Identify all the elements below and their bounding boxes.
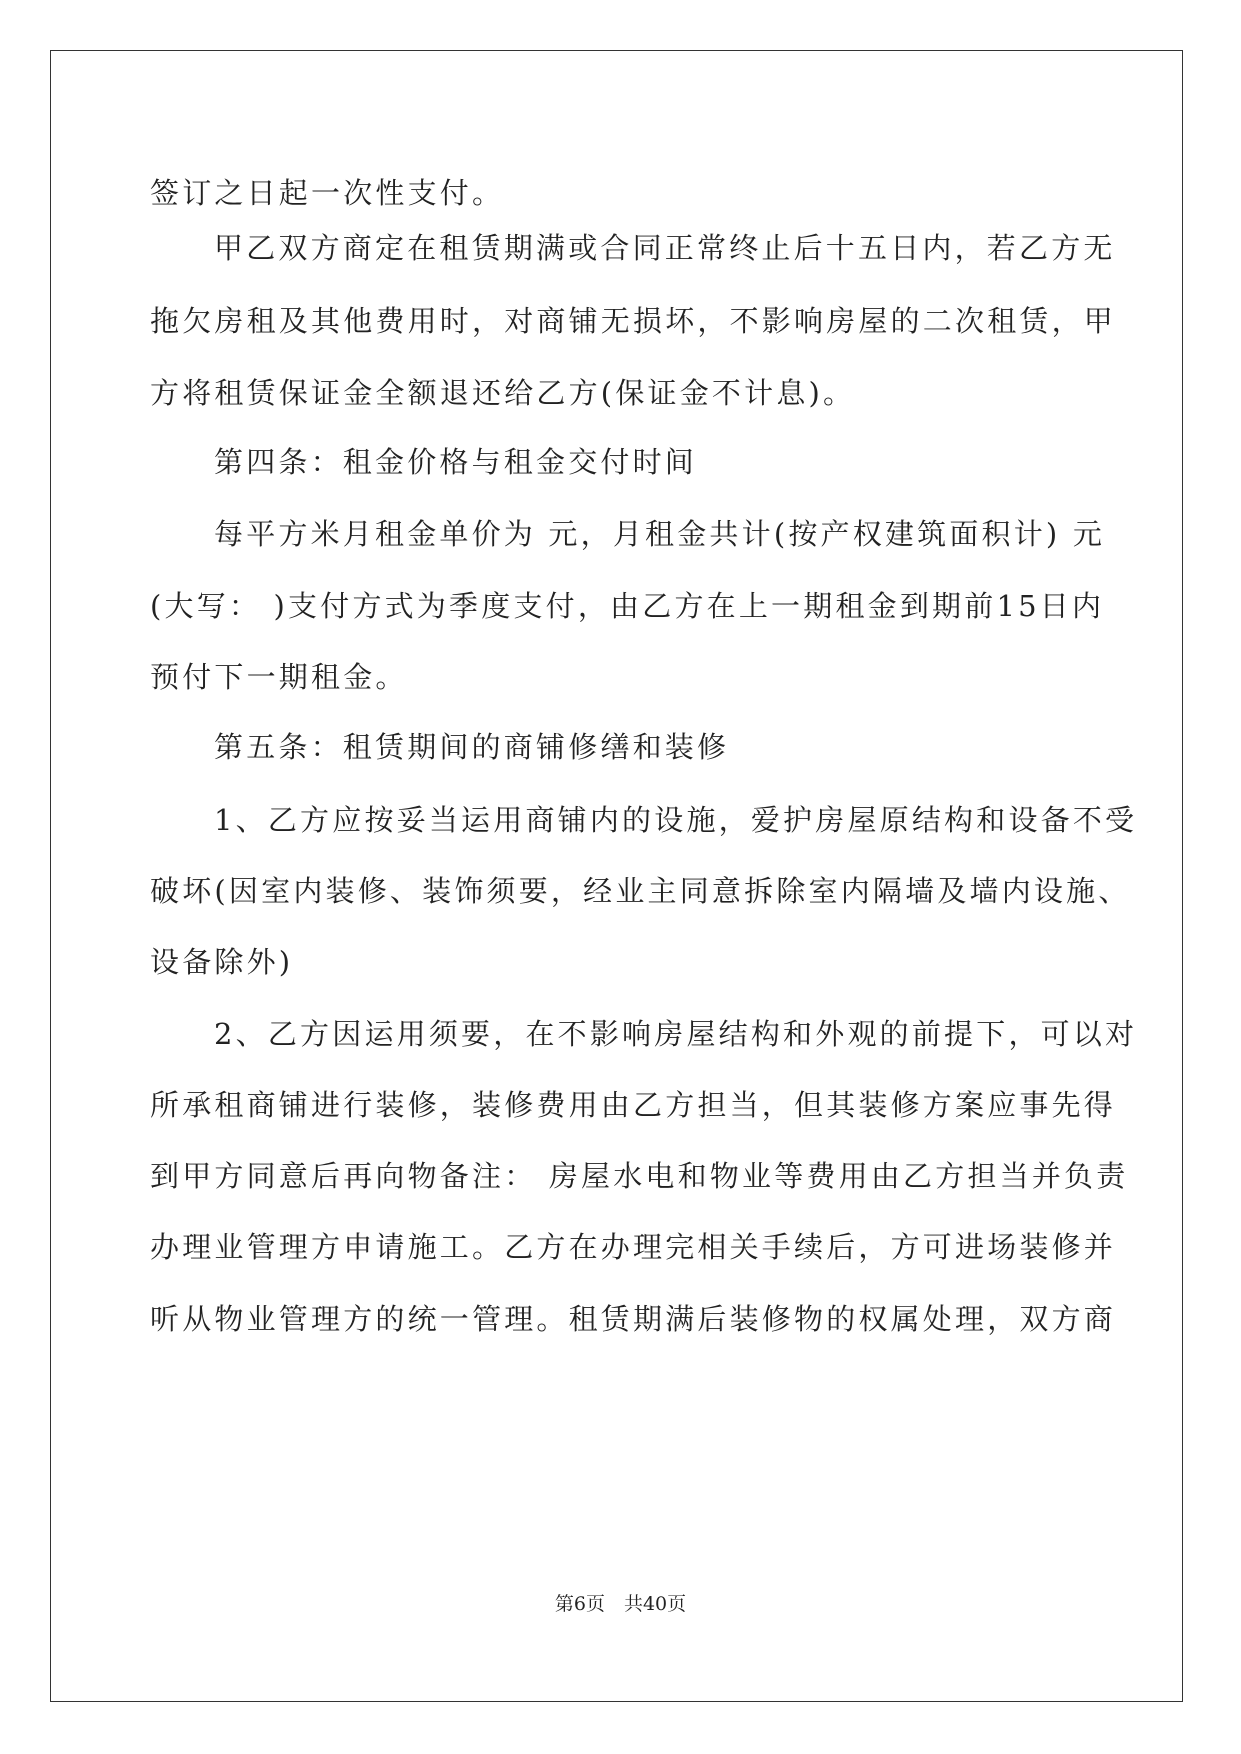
text-line: 每平方米月租金单价为 元，月租金共计(按产权建筑面积计) 元 — [214, 517, 1106, 551]
text-line: (大写： )支付方式为季度支付，由乙方在上一期租金到期前15日内 — [150, 589, 1105, 623]
text-line: 办理业管理方申请施工。乙方在办理完相关手续后，方可进场装修并 — [150, 1230, 1117, 1264]
text-line: 设备除外) — [150, 945, 294, 979]
text-line: 所承租商铺进行装修，装修费用由乙方担当，但其装修方案应事先得 — [150, 1088, 1117, 1122]
text-line: 方将租赁保证金全额退还给乙方(保证金不计息)。 — [150, 376, 856, 410]
text-line: 听从物业管理方的统一管理。租赁期满后装修物的权属处理，双方商 — [150, 1302, 1117, 1336]
text-line: 1、乙方应按妥当运用商铺内的设施，爱护房屋原结构和设备不受 — [214, 803, 1138, 837]
text-line: 2、乙方因运用须要，在不影响房屋结构和外观的前提下，可以对 — [214, 1017, 1138, 1051]
text-line: 破坏(因室内装修、装饰须要，经业主同意拆除室内隔墙及墙内设施、 — [150, 874, 1131, 908]
section-heading: 第四条：租金价格与租金交付时间 — [214, 445, 698, 479]
text-line: 拖欠房租及其他费用时，对商铺无损坏，不影响房屋的二次租赁，甲 — [150, 304, 1117, 338]
section-heading: 第五条：租赁期间的商铺修缮和装修 — [214, 730, 730, 764]
text-line: 甲乙双方商定在租赁期满或合同正常终止后十五日内，若乙方无 — [214, 231, 1116, 265]
text-line: 预付下一期租金。 — [150, 660, 408, 694]
text-line: 签订之日起一次性支付。 — [150, 176, 505, 210]
page-number-footer: 第6页 共40页 — [554, 1593, 687, 1615]
text-line: 到甲方同意后再向物备注： 房屋水电和物业等费用由乙方担当并负责 — [150, 1159, 1129, 1193]
